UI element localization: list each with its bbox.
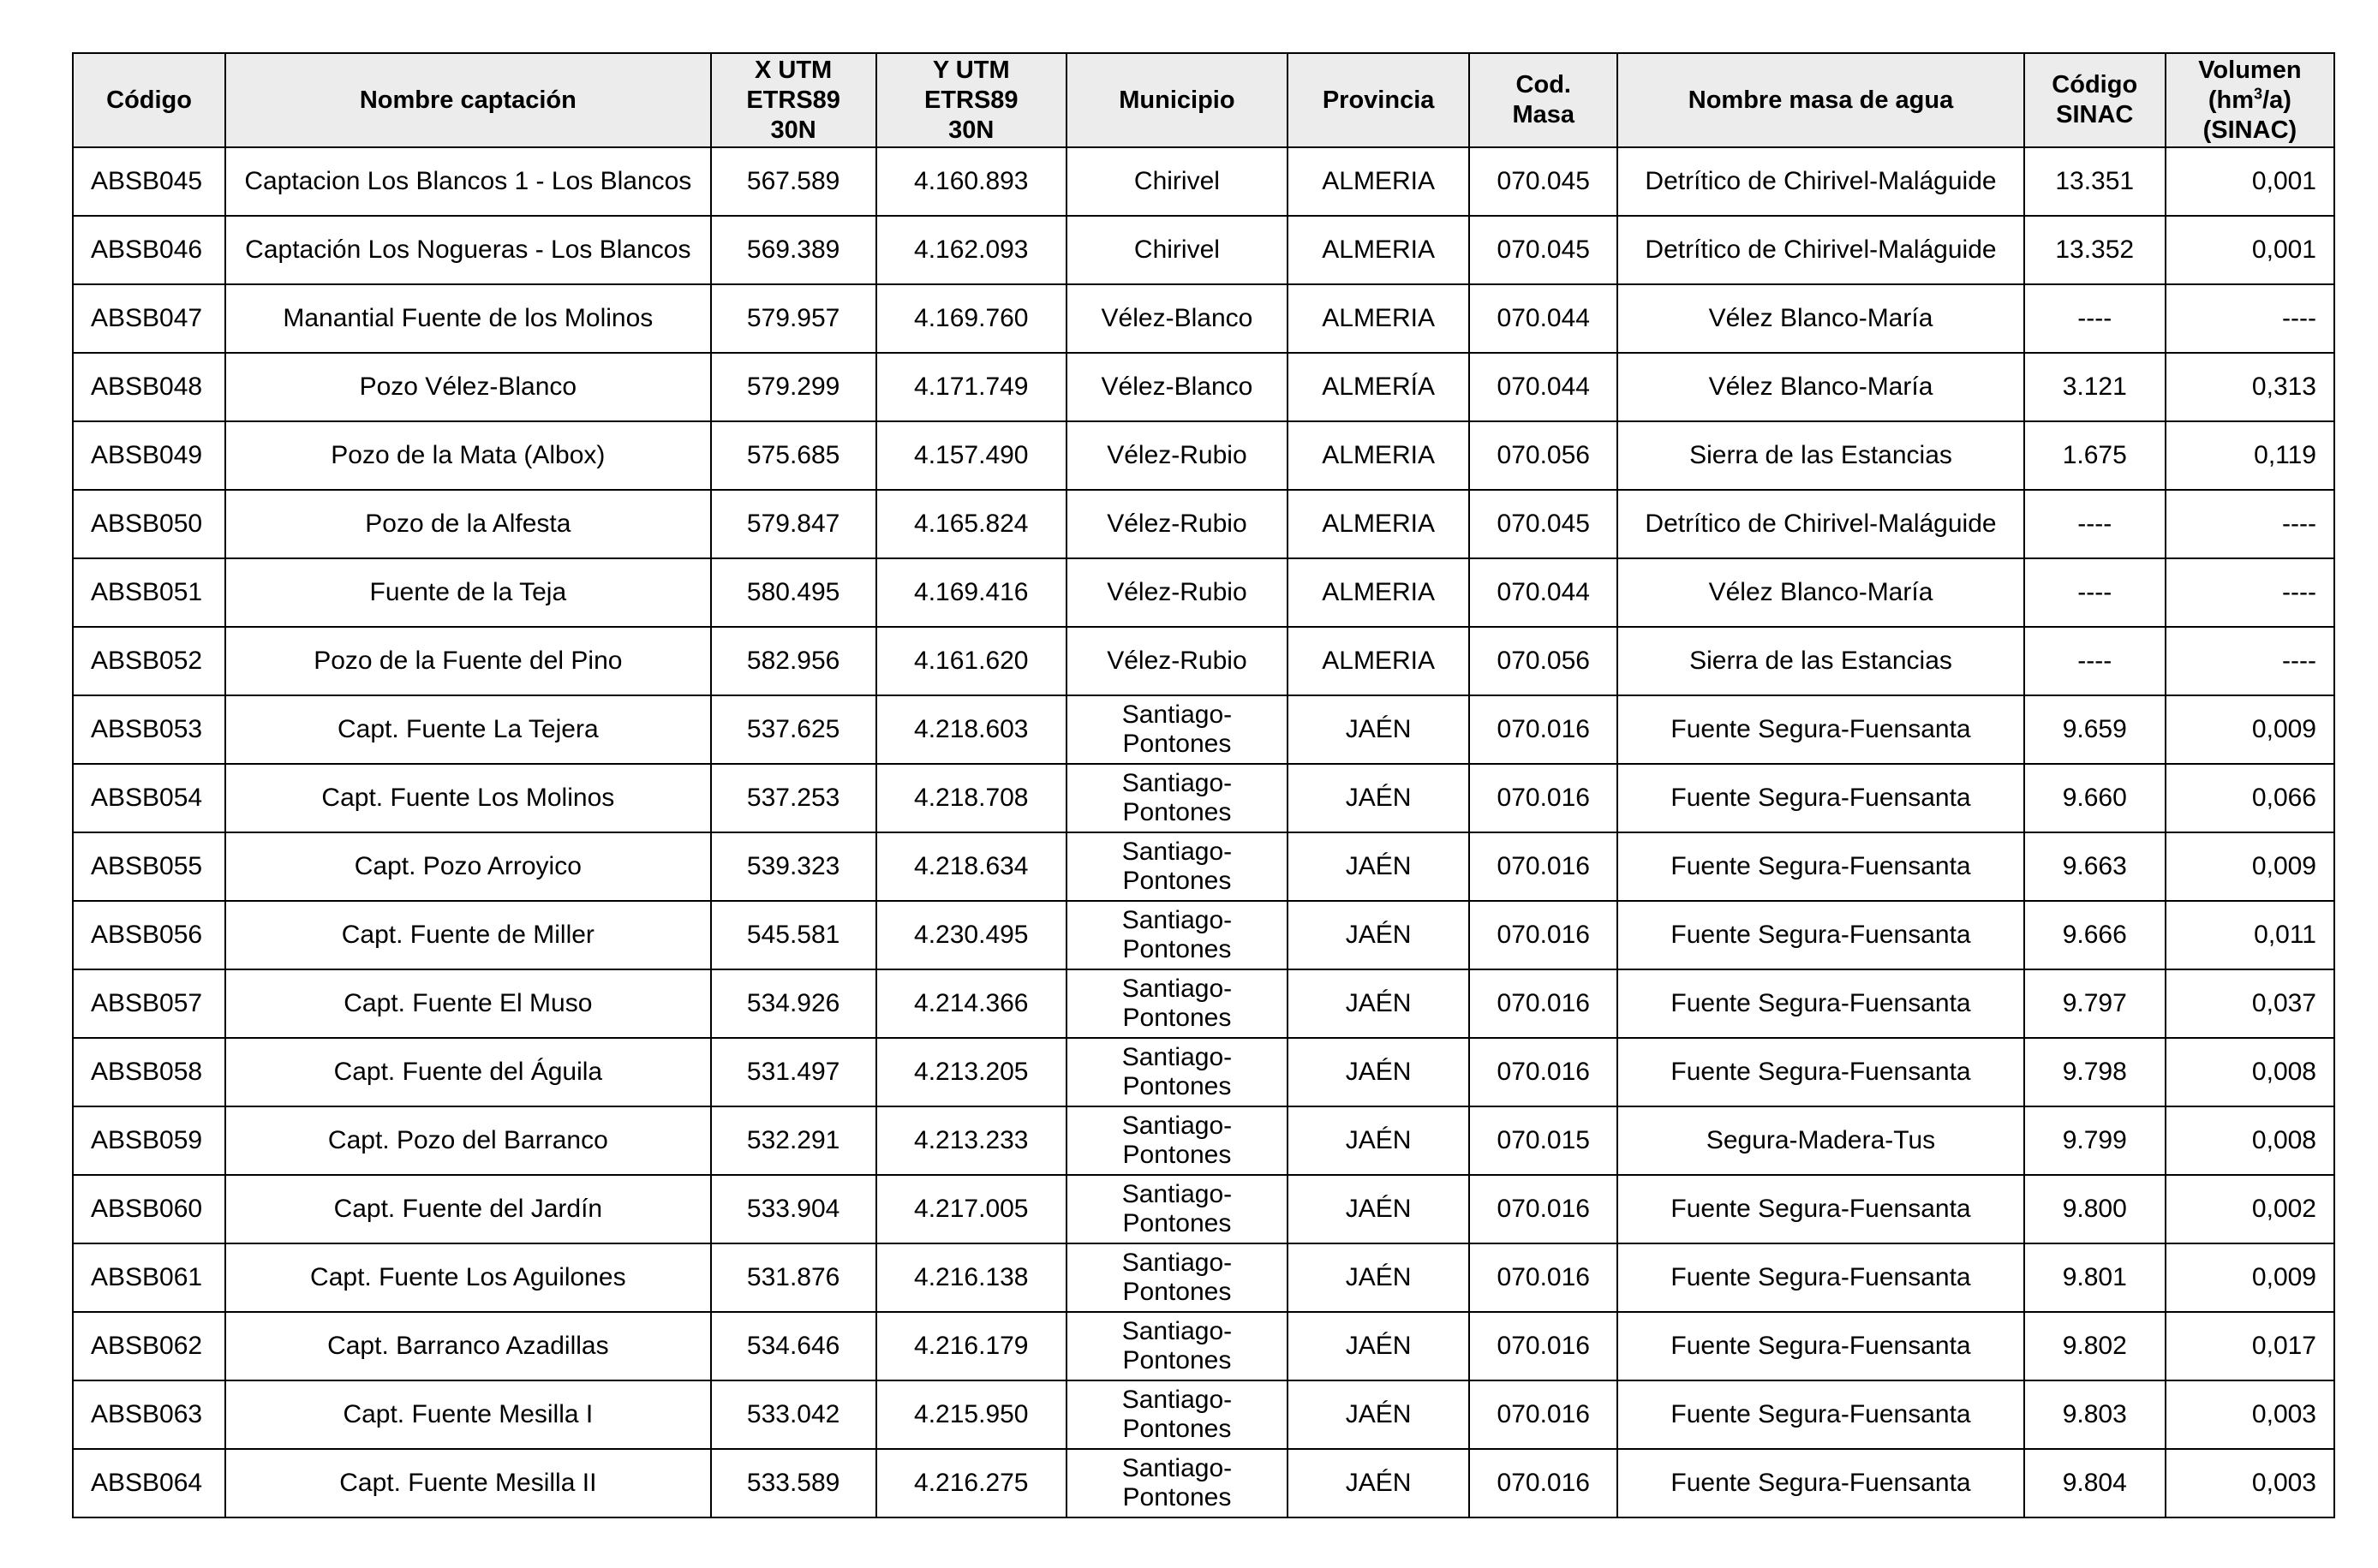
- cell-y-utm: 4.213.233: [876, 1106, 1067, 1175]
- cell-x-utm: 533.589: [711, 1449, 876, 1517]
- cell-provincia: JAÉN: [1288, 832, 1469, 901]
- cell-municipio: Vélez-Rubio: [1067, 421, 1288, 490]
- cell-nombre-captacion: Manantial Fuente de los Molinos: [225, 284, 710, 353]
- cell-y-utm: 4.169.760: [876, 284, 1067, 353]
- cell-y-utm: 4.216.179: [876, 1312, 1067, 1380]
- table-row: [73, 832, 2334, 901]
- cell-provincia: ALMERIA: [1288, 490, 1469, 558]
- header-y-utm-line1: Y UTM: [932, 56, 1010, 84]
- cell-municipio: Santiago-Pontones: [1067, 1106, 1288, 1175]
- cell-municipio: Santiago-Pontones: [1067, 1449, 1288, 1517]
- cell-y-utm: 4.216.138: [876, 1243, 1067, 1312]
- cell-codigo-sinac: 9.659: [2024, 695, 2166, 764]
- table-row: [73, 353, 2334, 421]
- cell-x-utm: 531.876: [711, 1243, 876, 1312]
- cell-nombre-captacion: Pozo de la Alfesta: [225, 490, 710, 558]
- cell-municipio: Santiago-Pontones: [1067, 1312, 1288, 1380]
- header-x-utm: [711, 53, 876, 147]
- cell-codigo: ABSB055: [73, 832, 225, 901]
- cell-provincia: ALMERIA: [1288, 147, 1469, 216]
- cell-x-utm: 537.625: [711, 695, 876, 764]
- cell-x-utm: 545.581: [711, 901, 876, 969]
- cell-x-utm: 579.847: [711, 490, 876, 558]
- cell-codigo: ABSB052: [73, 627, 225, 695]
- cell-nombre-masa: Detrítico de Chirivel-Maláguide: [1617, 216, 2023, 284]
- cell-volumen: 0,003: [2166, 1380, 2334, 1449]
- table-row: [73, 216, 2334, 284]
- cell-volumen: ----: [2166, 284, 2334, 353]
- header-y-utm-line2: ETRS89: [923, 86, 1019, 114]
- table-row: [73, 901, 2334, 969]
- table-row: [73, 490, 2334, 558]
- cell-provincia: ALMERÍA: [1288, 353, 1469, 421]
- header-volumen-unit-pre: (hm: [2208, 86, 2255, 114]
- table-header: [73, 53, 2334, 147]
- cell-volumen: 0,001: [2166, 216, 2334, 284]
- table-row: [73, 558, 2334, 627]
- cell-cod-masa: 070.016: [1469, 1243, 1617, 1312]
- cell-x-utm: 534.646: [711, 1312, 876, 1380]
- cell-municipio: Vélez-Blanco: [1067, 284, 1288, 353]
- cell-volumen: 0,066: [2166, 764, 2334, 832]
- table-row: [73, 1106, 2334, 1175]
- cell-provincia: JAÉN: [1288, 1106, 1469, 1175]
- cell-nombre-masa: Sierra de las Estancias: [1617, 627, 2023, 695]
- cell-codigo-sinac: 13.352: [2024, 216, 2166, 284]
- cell-nombre-captacion: Capt. Barranco Azadillas: [225, 1312, 710, 1380]
- captaciones-table: [72, 52, 2335, 1518]
- cell-nombre-captacion: Pozo de la Mata (Albox): [225, 421, 710, 490]
- cell-nombre-masa: Vélez Blanco-María: [1617, 353, 2023, 421]
- cell-volumen: 0,313: [2166, 353, 2334, 421]
- cell-y-utm: 4.157.490: [876, 421, 1067, 490]
- cell-y-utm: 4.218.603: [876, 695, 1067, 764]
- header-volumen-unit-sup: 3: [2254, 84, 2263, 102]
- header-provincia: Provincia: [1288, 53, 1469, 147]
- cell-nombre-masa: Vélez Blanco-María: [1617, 558, 2023, 627]
- cell-y-utm: 4.165.824: [876, 490, 1067, 558]
- cell-provincia: JAÉN: [1288, 764, 1469, 832]
- cell-codigo: ABSB056: [73, 901, 225, 969]
- cell-nombre-captacion: Pozo Vélez-Blanco: [225, 353, 710, 421]
- cell-volumen: ----: [2166, 627, 2334, 695]
- cell-cod-masa: 070.016: [1469, 1312, 1617, 1380]
- cell-cod-masa: 070.056: [1469, 421, 1617, 490]
- cell-y-utm: 4.216.275: [876, 1449, 1067, 1517]
- table-body: [73, 147, 2334, 1517]
- cell-nombre-captacion: Captación Los Nogueras - Los Blancos: [225, 216, 710, 284]
- cell-cod-masa: 070.045: [1469, 147, 1617, 216]
- header-row: [73, 53, 2334, 147]
- table-row: [73, 1038, 2334, 1106]
- cell-codigo-sinac: 9.799: [2024, 1106, 2166, 1175]
- cell-volumen: 0,037: [2166, 969, 2334, 1038]
- cell-codigo-sinac: 9.798: [2024, 1038, 2166, 1106]
- cell-municipio: Santiago-Pontones: [1067, 764, 1288, 832]
- cell-cod-masa: 070.045: [1469, 490, 1617, 558]
- cell-codigo: ABSB047: [73, 284, 225, 353]
- cell-y-utm: 4.162.093: [876, 216, 1067, 284]
- table-row: [73, 1175, 2334, 1243]
- header-volumen-line1: Volumen: [2198, 56, 2302, 84]
- cell-x-utm: 532.291: [711, 1106, 876, 1175]
- cell-codigo-sinac: ----: [2024, 490, 2166, 558]
- cell-codigo-sinac: 9.800: [2024, 1175, 2166, 1243]
- cell-codigo-sinac: 9.660: [2024, 764, 2166, 832]
- cell-x-utm: 579.299: [711, 353, 876, 421]
- cell-nombre-masa: Detrítico de Chirivel-Maláguide: [1617, 490, 2023, 558]
- cell-municipio: Santiago-Pontones: [1067, 1175, 1288, 1243]
- cell-provincia: ALMERIA: [1288, 558, 1469, 627]
- table-row: [73, 1312, 2334, 1380]
- cell-nombre-masa: Fuente Segura-Fuensanta: [1617, 832, 2023, 901]
- cell-codigo: ABSB060: [73, 1175, 225, 1243]
- header-y-utm: [876, 53, 1067, 147]
- cell-codigo: ABSB054: [73, 764, 225, 832]
- header-volumen: [2166, 53, 2334, 147]
- cell-codigo-sinac: 9.797: [2024, 969, 2166, 1038]
- header-y-utm-line3: 30N: [948, 116, 995, 144]
- cell-volumen: 0,009: [2166, 832, 2334, 901]
- cell-codigo: ABSB063: [73, 1380, 225, 1449]
- cell-cod-masa: 070.016: [1469, 695, 1617, 764]
- cell-nombre-captacion: Capt. Fuente del Jardín: [225, 1175, 710, 1243]
- cell-nombre-masa: Fuente Segura-Fuensanta: [1617, 1312, 2023, 1380]
- cell-cod-masa: 070.016: [1469, 901, 1617, 969]
- cell-codigo: ABSB059: [73, 1106, 225, 1175]
- cell-y-utm: 4.218.708: [876, 764, 1067, 832]
- cell-nombre-masa: Fuente Segura-Fuensanta: [1617, 1038, 2023, 1106]
- cell-codigo: ABSB053: [73, 695, 225, 764]
- cell-municipio: Santiago-Pontones: [1067, 969, 1288, 1038]
- cell-cod-masa: 070.045: [1469, 216, 1617, 284]
- cell-cod-masa: 070.056: [1469, 627, 1617, 695]
- cell-codigo-sinac: ----: [2024, 558, 2166, 627]
- header-municipio: Municipio: [1067, 53, 1288, 147]
- cell-codigo: ABSB058: [73, 1038, 225, 1106]
- cell-municipio: Vélez-Rubio: [1067, 627, 1288, 695]
- cell-x-utm: 582.956: [711, 627, 876, 695]
- cell-volumen: 0,009: [2166, 1243, 2334, 1312]
- captaciones-table-container: [72, 52, 2335, 1518]
- cell-nombre-captacion: Pozo de la Fuente del Pino: [225, 627, 710, 695]
- cell-y-utm: 4.214.366: [876, 969, 1067, 1038]
- table-row: [73, 695, 2334, 764]
- cell-volumen: 0,008: [2166, 1106, 2334, 1175]
- cell-x-utm: 533.042: [711, 1380, 876, 1449]
- cell-codigo-sinac: 13.351: [2024, 147, 2166, 216]
- cell-nombre-masa: Segura-Madera-Tus: [1617, 1106, 2023, 1175]
- cell-codigo: ABSB064: [73, 1449, 225, 1517]
- cell-nombre-masa: Detrítico de Chirivel-Maláguide: [1617, 147, 2023, 216]
- cell-cod-masa: 070.016: [1469, 832, 1617, 901]
- table-row: [73, 764, 2334, 832]
- cell-nombre-masa: Sierra de las Estancias: [1617, 421, 2023, 490]
- cell-volumen: 0,002: [2166, 1175, 2334, 1243]
- cell-cod-masa: 070.016: [1469, 1175, 1617, 1243]
- cell-nombre-masa: Fuente Segura-Fuensanta: [1617, 764, 2023, 832]
- cell-nombre-captacion: Capt. Fuente Los Molinos: [225, 764, 710, 832]
- cell-volumen: 0,003: [2166, 1449, 2334, 1517]
- cell-cod-masa: 070.016: [1469, 1380, 1617, 1449]
- cell-nombre-masa: Fuente Segura-Fuensanta: [1617, 1175, 2023, 1243]
- cell-municipio: Santiago-Pontones: [1067, 1243, 1288, 1312]
- cell-nombre-masa: Fuente Segura-Fuensanta: [1617, 969, 2023, 1038]
- cell-cod-masa: 070.016: [1469, 764, 1617, 832]
- table-row: [73, 421, 2334, 490]
- cell-provincia: JAÉN: [1288, 901, 1469, 969]
- cell-codigo-sinac: 9.803: [2024, 1380, 2166, 1449]
- header-codigo-sinac: [2024, 53, 2166, 147]
- cell-provincia: ALMERIA: [1288, 627, 1469, 695]
- cell-volumen: 0,017: [2166, 1312, 2334, 1380]
- cell-x-utm: 534.926: [711, 969, 876, 1038]
- cell-nombre-masa: Fuente Segura-Fuensanta: [1617, 1380, 2023, 1449]
- header-codigo-sinac-line1: Código: [2052, 71, 2138, 98]
- cell-codigo-sinac: 9.802: [2024, 1312, 2166, 1380]
- cell-provincia: JAÉN: [1288, 1038, 1469, 1106]
- cell-codigo: ABSB051: [73, 558, 225, 627]
- cell-codigo: ABSB049: [73, 421, 225, 490]
- cell-municipio: Santiago-Pontones: [1067, 832, 1288, 901]
- cell-y-utm: 4.230.495: [876, 901, 1067, 969]
- cell-codigo: ABSB050: [73, 490, 225, 558]
- cell-cod-masa: 070.015: [1469, 1106, 1617, 1175]
- cell-nombre-masa: Fuente Segura-Fuensanta: [1617, 1243, 2023, 1312]
- cell-nombre-captacion: Capt. Fuente del Águila: [225, 1038, 710, 1106]
- cell-nombre-captacion: Capt. Pozo del Barranco: [225, 1106, 710, 1175]
- header-cod-masa-line2: Masa: [1512, 101, 1575, 128]
- cell-codigo: ABSB057: [73, 969, 225, 1038]
- cell-x-utm: 531.497: [711, 1038, 876, 1106]
- cell-volumen: 0,119: [2166, 421, 2334, 490]
- cell-provincia: JAÉN: [1288, 1175, 1469, 1243]
- cell-y-utm: 4.171.749: [876, 353, 1067, 421]
- cell-codigo: ABSB046: [73, 216, 225, 284]
- cell-municipio: Vélez-Blanco: [1067, 353, 1288, 421]
- cell-codigo: ABSB045: [73, 147, 225, 216]
- cell-municipio: Santiago-Pontones: [1067, 1038, 1288, 1106]
- cell-x-utm: 575.685: [711, 421, 876, 490]
- cell-x-utm: 533.904: [711, 1175, 876, 1243]
- header-codigo: Código: [73, 53, 225, 147]
- cell-provincia: JAÉN: [1288, 1243, 1469, 1312]
- cell-provincia: ALMERIA: [1288, 421, 1469, 490]
- cell-municipio: Santiago-Pontones: [1067, 695, 1288, 764]
- cell-nombre-captacion: Capt. Fuente La Tejera: [225, 695, 710, 764]
- cell-cod-masa: 070.016: [1469, 969, 1617, 1038]
- cell-nombre-captacion: Capt. Fuente Los Aguilones: [225, 1243, 710, 1312]
- header-volumen-unit-post: /a): [2262, 86, 2291, 114]
- cell-x-utm: 537.253: [711, 764, 876, 832]
- cell-nombre-masa: Fuente Segura-Fuensanta: [1617, 901, 2023, 969]
- cell-volumen: 0,009: [2166, 695, 2334, 764]
- cell-nombre-captacion: Capt. Fuente Mesilla I: [225, 1380, 710, 1449]
- cell-y-utm: 4.217.005: [876, 1175, 1067, 1243]
- cell-nombre-masa: Vélez Blanco-María: [1617, 284, 2023, 353]
- cell-provincia: JAÉN: [1288, 695, 1469, 764]
- cell-codigo: ABSB062: [73, 1312, 225, 1380]
- cell-y-utm: 4.169.416: [876, 558, 1067, 627]
- header-nombre-captacion: Nombre captación: [225, 53, 710, 147]
- cell-municipio: Vélez-Rubio: [1067, 490, 1288, 558]
- cell-codigo-sinac: 3.121: [2024, 353, 2166, 421]
- cell-x-utm: 580.495: [711, 558, 876, 627]
- cell-codigo-sinac: ----: [2024, 627, 2166, 695]
- cell-nombre-captacion: Capt. Fuente El Muso: [225, 969, 710, 1038]
- header-codigo-sinac-line2: SINAC: [2056, 101, 2134, 128]
- cell-codigo-sinac: 9.666: [2024, 901, 2166, 969]
- cell-provincia: JAÉN: [1288, 1449, 1469, 1517]
- header-cod-masa: [1469, 53, 1617, 147]
- cell-volumen: 0,008: [2166, 1038, 2334, 1106]
- cell-municipio: Vélez-Rubio: [1067, 558, 1288, 627]
- cell-x-utm: 539.323: [711, 832, 876, 901]
- cell-volumen: ----: [2166, 490, 2334, 558]
- header-x-utm-line2: ETRS89: [746, 86, 840, 114]
- table-row: [73, 147, 2334, 216]
- cell-nombre-masa: Fuente Segura-Fuensanta: [1617, 695, 2023, 764]
- cell-volumen: 0,001: [2166, 147, 2334, 216]
- cell-cod-masa: 070.044: [1469, 558, 1617, 627]
- cell-y-utm: 4.213.205: [876, 1038, 1067, 1106]
- table-row: [73, 627, 2334, 695]
- cell-codigo-sinac: 9.801: [2024, 1243, 2166, 1312]
- cell-y-utm: 4.215.950: [876, 1380, 1067, 1449]
- cell-nombre-captacion: Fuente de la Teja: [225, 558, 710, 627]
- cell-provincia: ALMERIA: [1288, 284, 1469, 353]
- cell-cod-masa: 070.044: [1469, 284, 1617, 353]
- cell-provincia: JAÉN: [1288, 969, 1469, 1038]
- cell-nombre-captacion: Capt. Fuente de Miller: [225, 901, 710, 969]
- cell-y-utm: 4.161.620: [876, 627, 1067, 695]
- cell-cod-masa: 070.016: [1469, 1038, 1617, 1106]
- cell-y-utm: 4.218.634: [876, 832, 1067, 901]
- header-cod-masa-line1: Cod.: [1515, 71, 1571, 98]
- header-nombre-masa: Nombre masa de agua: [1617, 53, 2023, 147]
- cell-municipio: Santiago-Pontones: [1067, 1380, 1288, 1449]
- header-x-utm-line3: 30N: [770, 116, 816, 144]
- cell-codigo-sinac: 1.675: [2024, 421, 2166, 490]
- cell-codigo-sinac: 9.663: [2024, 832, 2166, 901]
- cell-x-utm: 569.389: [711, 216, 876, 284]
- cell-municipio: Chirivel: [1067, 147, 1288, 216]
- cell-codigo: ABSB048: [73, 353, 225, 421]
- table-row: [73, 1449, 2334, 1517]
- cell-nombre-captacion: Captacion Los Blancos 1 - Los Blancos: [225, 147, 710, 216]
- cell-nombre-captacion: Capt. Fuente Mesilla II: [225, 1449, 710, 1517]
- cell-codigo-sinac: 9.804: [2024, 1449, 2166, 1517]
- cell-codigo-sinac: ----: [2024, 284, 2166, 353]
- cell-municipio: Santiago-Pontones: [1067, 901, 1288, 969]
- cell-x-utm: 567.589: [711, 147, 876, 216]
- table-row: [73, 969, 2334, 1038]
- header-volumen-line3: (SINAC): [2202, 116, 2297, 144]
- cell-provincia: JAÉN: [1288, 1380, 1469, 1449]
- header-x-utm-line1: X UTM: [755, 56, 833, 84]
- cell-x-utm: 579.957: [711, 284, 876, 353]
- cell-codigo: ABSB061: [73, 1243, 225, 1312]
- table-row: [73, 1380, 2334, 1449]
- cell-volumen: 0,011: [2166, 901, 2334, 969]
- cell-municipio: Chirivel: [1067, 216, 1288, 284]
- cell-volumen: ----: [2166, 558, 2334, 627]
- cell-provincia: JAÉN: [1288, 1312, 1469, 1380]
- cell-cod-masa: 070.016: [1469, 1449, 1617, 1517]
- cell-nombre-captacion: Capt. Pozo Arroyico: [225, 832, 710, 901]
- cell-y-utm: 4.160.893: [876, 147, 1067, 216]
- table-row: [73, 284, 2334, 353]
- table-row: [73, 1243, 2334, 1312]
- cell-provincia: ALMERIA: [1288, 216, 1469, 284]
- cell-cod-masa: 070.044: [1469, 353, 1617, 421]
- cell-nombre-masa: Fuente Segura-Fuensanta: [1617, 1449, 2023, 1517]
